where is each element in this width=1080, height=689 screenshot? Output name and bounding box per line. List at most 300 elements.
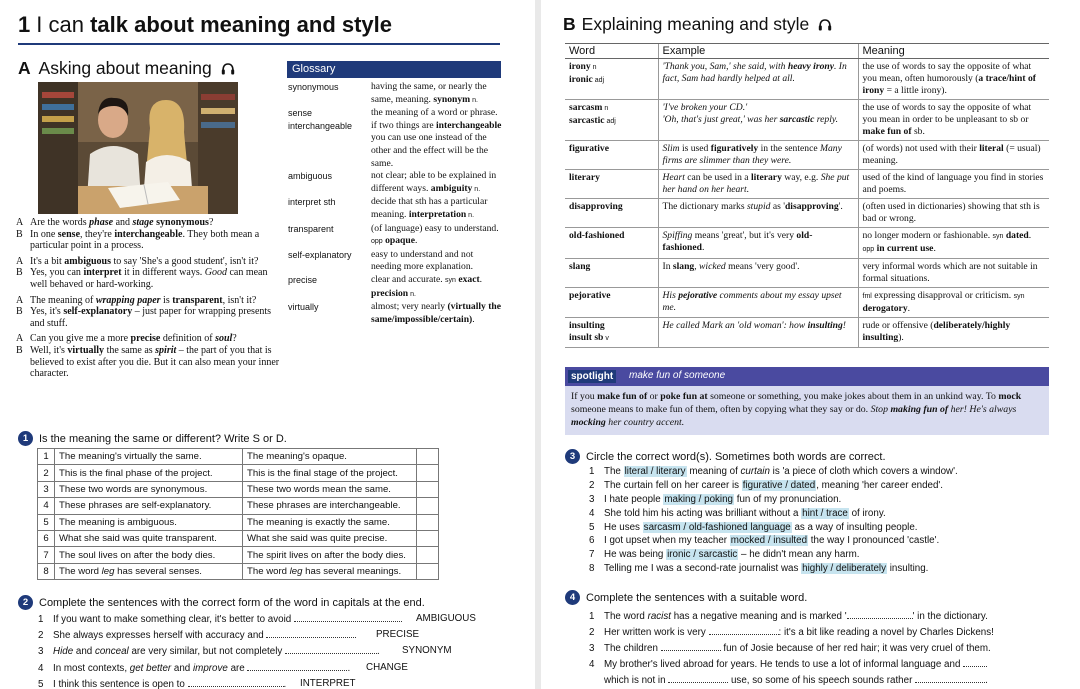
italic-text: . In fact, Sam had hardly helped at all. — [662, 61, 847, 84]
text-run: you can use one instead of the other and the effect will be the same. — [371, 132, 489, 169]
exercise-item — [589, 610, 1059, 626]
item-number: 3 — [589, 493, 595, 505]
bold-term: slang — [672, 261, 695, 272]
italic-text: His — [662, 290, 679, 301]
text-run: Can you give me a more — [30, 333, 131, 345]
text-run: has several meanings. — [302, 565, 402, 577]
text-run: if two things are — [371, 119, 437, 131]
section-a-title: Asking about meaning — [38, 58, 212, 78]
text-run: can mean well behaved or hard-working. — [30, 267, 268, 290]
exercise-1-number: 1 — [18, 431, 33, 446]
word-choice[interactable]: sarcasm / old-fashioned language — [643, 521, 791, 533]
item-number: 6 — [589, 535, 595, 547]
bold-term: derogatory — [862, 303, 908, 314]
unit-title-bold: talk about meaning and style — [90, 12, 393, 37]
text-run: (= usual) meaning. — [862, 143, 1041, 166]
sentence-b — [243, 465, 417, 481]
dialogue-line — [16, 256, 281, 268]
text-run: It's a bit — [30, 255, 65, 267]
text-run: If you want to make something clear, it's better to avoid — [53, 614, 294, 625]
part-of-speech-label: syn — [992, 233, 1004, 240]
exercise-item — [589, 549, 1059, 563]
table-row — [565, 259, 1049, 288]
word-cell — [565, 100, 658, 141]
text-run: : it's a bit like reading a novel by Charles Dickens! — [778, 627, 994, 638]
dialogue-line — [16, 345, 281, 380]
text-run: the way I pronounced 'castle'. — [808, 535, 940, 547]
text-run: She always expresses herself with accuracy and — [53, 630, 267, 642]
dialogue-block — [16, 333, 281, 379]
answer-blank[interactable] — [847, 610, 913, 619]
word-meaning-table — [565, 43, 1049, 348]
dialogue-text — [30, 217, 281, 229]
bold-term: literal — [979, 143, 1004, 154]
text-run: He uses — [604, 521, 643, 533]
capital-word: AMBIGUOUS — [416, 613, 476, 624]
bold-term: opaque — [385, 235, 415, 247]
word-choice[interactable]: mocked / insulted — [730, 535, 808, 547]
exercise-item — [589, 642, 1059, 658]
part-of-speech-label: adj — [592, 77, 605, 84]
dialogue-line — [16, 267, 281, 290]
text-run: Well, it's — [30, 344, 68, 356]
text-run: '. — [838, 201, 843, 212]
dialogue-text — [30, 306, 281, 329]
unit-number: 1 — [18, 12, 31, 37]
italic-text: get better — [129, 662, 172, 674]
meaning-cell — [858, 170, 1049, 199]
bold-term: disapproving — [784, 201, 839, 212]
meaning-cell — [858, 288, 1049, 318]
text-run: means 'great', but it's very — [692, 230, 797, 241]
text-run: definition of — [160, 333, 216, 345]
text-run: (of words) not used with their — [862, 143, 980, 154]
part-of-speech-label: syn — [1013, 293, 1025, 300]
dialogue-text — [30, 295, 281, 307]
section-a-heading — [18, 58, 235, 79]
dialogue-text — [30, 345, 281, 380]
text-run: . — [985, 675, 988, 686]
table-row — [38, 481, 439, 497]
text-run: The meaning's virtually the same. — [59, 451, 202, 463]
dialogue-line — [16, 295, 281, 307]
bold-term: sense — [57, 228, 81, 240]
text-run: in the sentence — [758, 143, 820, 154]
italic-text: Good — [204, 267, 227, 279]
punctuation: . — [283, 678, 287, 689]
table-row — [38, 530, 439, 546]
headphones-icon[interactable] — [221, 63, 235, 75]
glossary-entry — [288, 81, 503, 107]
text-run: means 'very good'. — [725, 261, 800, 272]
answer-blank[interactable] — [266, 629, 356, 638]
text-run: insulting — [569, 320, 605, 331]
unit-title — [18, 12, 392, 38]
bold-term: old-fashioned — [662, 230, 813, 253]
glossary-definition — [371, 301, 503, 326]
answer-cell[interactable] — [417, 547, 439, 563]
item-number: 8 — [38, 563, 55, 579]
headphones-icon[interactable] — [818, 19, 832, 31]
italic-text: ! — [842, 320, 846, 331]
spotlight-header — [565, 367, 1049, 386]
column-header-example: Example — [658, 44, 858, 59]
bold-term: interchangeable — [436, 119, 502, 131]
punctuation: . — [377, 646, 380, 658]
glossary-definition — [371, 120, 503, 170]
glossary-definition — [371, 107, 503, 120]
glossary-heading: Glossary — [287, 61, 501, 78]
bold-term: make fun of — [862, 126, 912, 137]
meaning-cell — [858, 100, 1049, 141]
answer-blank[interactable] — [709, 626, 779, 635]
text-run: What she said was quite transparent. — [59, 533, 217, 545]
word-choice[interactable]: making / poking — [664, 493, 733, 505]
text-run: way, e.g. — [781, 172, 821, 183]
glossary-term: ambiguous — [288, 171, 333, 182]
text-run: meaning of — [686, 466, 741, 477]
students-photo — [38, 82, 238, 214]
bold-term: exact — [458, 273, 480, 285]
exercise-4-list — [589, 610, 1059, 689]
text-run: The word — [604, 611, 648, 622]
part-of-speech-label: opp — [862, 246, 875, 253]
bold-term: wrapping paper — [95, 294, 161, 306]
sentence-a — [55, 563, 243, 579]
section-b-letter: B — [563, 14, 576, 34]
bold-term: interpretation — [408, 208, 467, 220]
item-number: 3 — [38, 481, 55, 497]
text-run: someone or something, you make jokes about them in an unkind way. To — [707, 391, 999, 402]
answer-blank[interactable] — [661, 642, 721, 651]
part-of-speech-label: adj — [604, 118, 616, 125]
title-rule — [18, 43, 500, 45]
text-run: (often used in dictionaries) showing that sth is bad or wrong. — [862, 201, 1040, 224]
text-run: as a way of insulting people. — [791, 521, 918, 533]
item-number: 4 — [38, 498, 55, 514]
column-header-word: Word — [565, 44, 658, 59]
text-run: easy to understand and not needing more explanation. — [371, 248, 474, 273]
italic-text: She put her hand on her heart. — [662, 172, 850, 195]
example-cell — [658, 170, 858, 199]
exercise-3-number: 3 — [565, 449, 580, 464]
word-choice[interactable]: ironic / sarcastic — [667, 549, 738, 561]
italic-text: 'Oh, that's just great,' was her — [662, 114, 780, 125]
word-form — [569, 261, 654, 273]
text-run: fun of my pronunciation. — [734, 493, 842, 505]
word-choice[interactable]: literal / literary — [624, 466, 686, 477]
text-run: These phrases are self-explanatory. — [59, 500, 212, 512]
answer-cell[interactable] — [417, 514, 439, 530]
answer-blank[interactable] — [247, 662, 347, 671]
text-run: and — [171, 662, 193, 674]
italic-text: 'Thank you, Sam,' she said, with — [662, 61, 788, 72]
answer-blank[interactable] — [188, 678, 284, 687]
meaning-cell — [858, 318, 1049, 348]
text-run: My brother's lived abroad for years. He tends to use a lot of informal language and — [604, 659, 964, 670]
example-cell — [658, 288, 858, 318]
text-run: Yes, it's — [30, 306, 64, 318]
bold-term: synonymous — [156, 217, 209, 228]
word-form — [569, 230, 654, 242]
bold-term: making fun of — [890, 404, 949, 415]
dialogue-block — [16, 295, 281, 330]
answer-blank[interactable] — [668, 674, 728, 683]
text-run: having the same, or nearly the same, meaning. — [371, 81, 487, 105]
text-run: . — [907, 303, 911, 314]
italic-text: wicked — [699, 261, 726, 272]
text-run: The meaning of — [30, 294, 96, 306]
text-run: , meaning 'her career ended'. — [816, 479, 944, 491]
text-run: The soul lives on after the body dies. — [59, 549, 216, 561]
unit-title-plain: I can — [36, 12, 91, 37]
example-cell — [658, 59, 858, 100]
glossary-definition — [371, 223, 503, 249]
bold-term: sarcastic — [779, 114, 815, 125]
bold-term: heavy irony — [787, 61, 834, 72]
section-b-heading — [563, 14, 832, 35]
glossary-entry — [288, 223, 503, 249]
exercise-item — [38, 629, 488, 645]
speaker-label: B — [16, 344, 23, 356]
meaning-cell — [858, 228, 1049, 259]
bold-term: pejorative — [678, 290, 718, 301]
section-b-title: Explaining meaning and style — [581, 14, 810, 34]
right-page — [541, 0, 1080, 689]
word-form — [569, 74, 654, 87]
bold-term: precision — [371, 287, 409, 299]
word-choice[interactable]: hint / trace — [802, 507, 848, 519]
text-run: has a negative meaning and is marked ' — [670, 611, 847, 622]
answer-cell[interactable] — [417, 465, 439, 481]
answer-cell[interactable] — [417, 449, 439, 465]
text-run: – he didn't mean any harm. — [738, 549, 860, 561]
item-number: 5 — [38, 514, 55, 530]
text-run: almost; very nearly — [371, 301, 448, 313]
text-run: very informal words which are not suitable in formal situations. — [862, 261, 1038, 284]
part-of-speech-label: n — [590, 64, 597, 71]
sentence-a — [55, 514, 243, 530]
part-of-speech-label: opp — [371, 238, 383, 246]
word-cell — [565, 170, 658, 199]
sentence-b — [243, 547, 417, 563]
bold-term: spirit — [155, 344, 177, 356]
italic-text: curtain — [740, 466, 770, 477]
text-run: and — [113, 217, 133, 228]
italic-text: her! He's always — [948, 404, 1017, 415]
punctuation: . — [347, 662, 351, 674]
word-form — [569, 320, 654, 332]
exercise-4-instruction: Complete the sentences with a suitable word. — [586, 591, 808, 604]
sentence-a — [55, 449, 243, 465]
text-run: – the part of you that is believed to exist after you die. But it can also mean your inner character. — [30, 344, 280, 380]
text-run: These phrases are interchangeable. — [247, 500, 401, 512]
text-run: rude or offensive ( — [862, 320, 934, 331]
word-choice[interactable]: highly / deliberately — [802, 563, 886, 575]
table-row — [565, 199, 1049, 228]
word-form — [569, 102, 654, 115]
italic-text: 'I've broken your CD.' — [662, 102, 748, 113]
bold-term: virtually — [67, 344, 105, 356]
word-choice[interactable]: figurative / dated — [742, 479, 816, 491]
answer-blank[interactable] — [294, 613, 402, 622]
glossary-definition — [371, 196, 503, 222]
dialogue-text — [30, 267, 281, 290]
bold-term: precise — [130, 333, 161, 345]
text-run: which is not in — [604, 675, 669, 686]
exercise-item — [589, 658, 1059, 674]
text-run: sb. — [911, 126, 925, 137]
item-number: 1 — [38, 449, 55, 465]
part-of-speech-label: fml — [862, 293, 872, 300]
italic-text: reply. — [814, 114, 838, 125]
spotlight-label: spotlight — [568, 370, 616, 383]
left-page — [0, 0, 535, 689]
word-form — [569, 172, 654, 184]
italic-text: Stop — [870, 404, 891, 415]
text-run: old-fashioned — [569, 230, 625, 241]
exercise-item — [38, 662, 488, 678]
dialogue-line — [16, 229, 281, 252]
text-run: , they're — [80, 228, 115, 240]
word-cell — [565, 259, 658, 288]
bold-term: transparent — [172, 294, 223, 306]
exercise-item — [589, 508, 1059, 522]
bold-term: deliberately/highly insulting — [862, 320, 1011, 343]
word-form — [569, 332, 654, 345]
text-run: , isn't it? — [222, 294, 257, 306]
table-row — [565, 59, 1049, 100]
glossary-entry — [288, 120, 503, 170]
speaker-label: A — [16, 333, 24, 345]
text-run: can be used in a — [684, 172, 751, 183]
word-form — [569, 143, 654, 155]
bold-term: in current use — [876, 243, 934, 254]
text-run: or — [647, 391, 661, 402]
glossary-term: self-explanatory — [288, 249, 352, 260]
item-number: 4 — [589, 507, 595, 519]
text-run: expressing disapproval or criticism. — [871, 290, 1014, 301]
text-run: has several senses. — [114, 565, 202, 577]
text-run: The curtain fell on her career is — [604, 479, 742, 491]
glossary-entry — [288, 170, 503, 196]
text-run: are very similar, but not completely — [128, 646, 286, 658]
capital-word: INTERPRET — [300, 677, 356, 689]
italic-text: stupid — [746, 201, 771, 212]
exercise-4-heading — [565, 590, 807, 605]
answer-blank[interactable] — [963, 658, 987, 667]
text-run: The meaning is exactly the same. — [247, 516, 390, 528]
exercise-item — [589, 494, 1059, 508]
italic-text: leg — [289, 565, 303, 577]
bold-term: make fun of — [597, 391, 648, 402]
word-cell — [565, 59, 658, 100]
text-run: insulting. — [887, 563, 929, 575]
bold-term: insulting — [807, 320, 843, 331]
text-run: , — [694, 261, 700, 272]
part-of-speech-label: n. — [470, 96, 478, 104]
meaning-cell — [858, 59, 1049, 100]
exercise-3-list — [589, 466, 1059, 577]
answer-cell[interactable] — [417, 481, 439, 497]
glossary-term: sense — [288, 108, 313, 119]
capital-word: CHANGE — [366, 661, 408, 673]
bold-term: soul — [215, 333, 233, 345]
sentence-a — [55, 547, 243, 563]
text-run: someone means to make fun of them, often by copying what they say or do. — [571, 404, 871, 415]
bold-term: synonym — [433, 93, 471, 105]
text-run: He was being — [604, 549, 667, 561]
text-run: She told him his acting was brilliant without a — [604, 507, 802, 519]
item-number: 1 — [589, 466, 595, 477]
glossary-term: interchangeable — [288, 120, 353, 131]
speaker-label: B — [16, 228, 23, 240]
text-run: no longer modern or fashionable. — [862, 230, 993, 241]
text-run: are — [227, 662, 248, 674]
answer-cell[interactable] — [417, 563, 439, 579]
italic-text: Slim — [662, 143, 680, 154]
answer-blank[interactable] — [285, 645, 377, 654]
text-run: literary — [569, 172, 600, 183]
text-run: not clear; able to be explained in different ways. — [371, 170, 497, 194]
exercise-2-number: 2 — [18, 595, 33, 610]
part-of-speech-label: n — [602, 105, 609, 112]
italic-text: Heart — [662, 172, 685, 183]
exercise-3-instruction: Circle the correct word(s). Sometimes both words are correct. — [586, 450, 886, 463]
capital-word: SYNONYM — [402, 645, 452, 657]
text-run: . They both mean a particular point in a process. — [30, 228, 260, 252]
italic-text: leg — [101, 565, 115, 577]
item-number: 2 — [38, 465, 55, 481]
answer-cell[interactable] — [417, 530, 439, 546]
italic-text: He called Mark an 'old woman': how — [662, 320, 808, 331]
text-run: ? — [208, 217, 214, 228]
text-run: sarcasm — [569, 102, 603, 113]
text-run: In — [662, 261, 673, 272]
text-run: In one — [30, 228, 58, 240]
text-run: The meaning's opaque. — [247, 451, 347, 463]
exercise-4-number: 4 — [565, 590, 580, 605]
item-number: 2 — [589, 627, 595, 638]
bold-term: phase — [89, 217, 114, 228]
exercise-item — [589, 480, 1059, 494]
table-row — [565, 318, 1049, 348]
item-number: 2 — [589, 479, 595, 491]
sentence-a — [55, 498, 243, 514]
text-run: figurative — [569, 143, 609, 154]
bold-term: mock — [998, 391, 1022, 402]
glossary-term: interpret sth — [288, 197, 336, 208]
text-run: . — [414, 235, 418, 247]
text-run: The dictionary marks — [662, 201, 747, 212]
italic-text: Spiffing — [662, 230, 693, 241]
answer-blank[interactable] — [915, 674, 985, 683]
word-form — [569, 115, 654, 128]
word-form — [569, 201, 654, 213]
answer-cell[interactable] — [417, 498, 439, 514]
example-cell — [658, 228, 858, 259]
text-run: Her written work is very — [604, 627, 709, 638]
speaker-label: B — [16, 267, 23, 279]
text-run: . — [933, 243, 936, 254]
exercise-item — [38, 645, 488, 661]
text-run: The meaning is ambiguous. — [59, 516, 177, 528]
column-header-meaning: Meaning — [858, 44, 1049, 59]
sentence-b — [243, 498, 417, 514]
meaning-cell — [858, 199, 1049, 228]
bold-term: self-explanatory — [63, 306, 133, 318]
speaker-label: A — [16, 294, 24, 306]
